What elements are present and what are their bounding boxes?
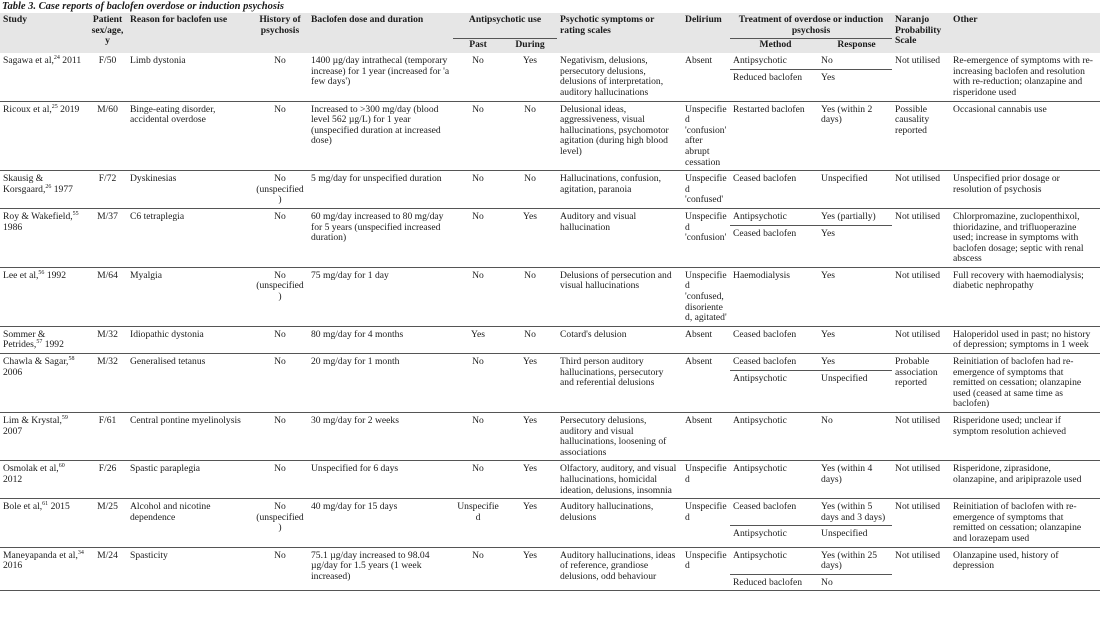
cell-naranjo: Not utilised [892, 461, 950, 499]
header-other: Other [950, 13, 1100, 53]
treatment-response: Yes [821, 356, 835, 368]
cell-treatment [730, 326, 892, 353]
cell-patient: M/24 [88, 547, 127, 591]
cell-past: No [453, 354, 503, 413]
cell-study: Roy & Wakefield,$^{55}$ 1986 [0, 208, 88, 267]
header-dose: Baclofen dose and duration [308, 13, 453, 53]
cell-reason: Central pontine myelinolysis [127, 413, 252, 461]
treatment-response: Yes (within 4 days) [821, 463, 873, 485]
cell-dose: 1400 µg/day intrathecal (temporary increase) for 1 year (increased for 'a few days') [308, 53, 453, 101]
cell-naranjo: Not utilised [892, 413, 950, 461]
cell-past: No [453, 53, 503, 101]
cell-during: Yes [503, 499, 557, 547]
treatment-method: Haemodialysis [733, 269, 791, 281]
cell-treatment [730, 208, 892, 267]
cell-delirium: Absent [682, 413, 730, 461]
cell-study: Lim & Krystal,$^{59}$ 2007 [0, 413, 88, 461]
treatment-response: Unspecified [821, 528, 868, 540]
treatment-method: Restarted baclofen [733, 103, 805, 115]
cell-reason: Idiopathic dystonia [127, 326, 252, 353]
cell-dose: 60 mg/day increased to 80 mg/day for 5 years (unspecified increased duration) [308, 208, 453, 267]
treatment-response: Yes (within 5 days and 3 days) [821, 501, 886, 523]
cell-history: No [252, 101, 308, 171]
cell-patient: F/50 [88, 53, 127, 101]
cell-reason: Myalgia [127, 267, 252, 326]
treatment-response: Unspecified [821, 173, 868, 185]
cell-reason: Limb dystonia [127, 53, 252, 101]
cell-dose: Unspecified for 6 days [308, 461, 453, 499]
cell-naranjo: Not utilised [892, 499, 950, 547]
cell-patient: M/25 [88, 499, 127, 547]
treatment-entry [730, 461, 892, 487]
cell-history: No (unspecified) [252, 499, 308, 547]
treatment-entry [730, 53, 892, 69]
header-reason: Reason for baclofen use [127, 13, 252, 53]
cell-study: Bole et al,$^{61}$ 2015 [0, 499, 88, 547]
header-antipsychotic: Antipsychotic use [453, 13, 557, 39]
cell-symptoms: Hallucinations, confusion, agitation, paranoia [557, 171, 682, 209]
table-row [0, 171, 1100, 209]
treatment-method: Ceased baclofen [733, 328, 797, 340]
cell-naranjo: Not utilised [892, 267, 950, 326]
treatment-entry [730, 525, 892, 542]
header-delirium: Delirium [682, 13, 730, 53]
treatment-response: Yes [821, 328, 835, 340]
cell-symptoms: Auditory hallucinations, delusions [557, 499, 682, 547]
cell-patient: M/64 [88, 267, 127, 326]
table-row [0, 101, 1100, 171]
cell-other: Full recovery with haemodialysis; diabetic nephropathy [950, 267, 1100, 326]
cell-history: No (unspecified) [252, 267, 308, 326]
cell-other: Reinitiation of baclofen had re-emergence of symptoms that remitted on cessation; olanzapine used (ceased at same time as baclofen) [950, 354, 1100, 413]
cell-past: Yes [453, 326, 503, 353]
cell-history: No [252, 326, 308, 353]
treatment-method: Antipsychotic [733, 528, 787, 540]
cell-during: Yes [503, 413, 557, 461]
cell-delirium: Unspecified [682, 499, 730, 547]
treatment-method: Antipsychotic [733, 463, 787, 475]
cell-past: No [453, 461, 503, 499]
cell-during: No [503, 101, 557, 171]
treatment-method: Antipsychotic [733, 415, 787, 426]
treatment-entry [730, 225, 892, 242]
treatment-method: Ceased baclofen [733, 227, 797, 239]
cell-study: Ricoux et al,$^{25}$ 2019 [0, 101, 88, 171]
treatment-method: Ceased baclofen [733, 501, 797, 513]
cell-study: Sagawa et al,$^{24}$ 2011 [0, 53, 88, 101]
cell-reason: Spasticity [127, 547, 252, 591]
cell-delirium: Unspecified [682, 461, 730, 499]
table-body [0, 53, 1100, 591]
table-row [0, 53, 1100, 101]
cell-other: Re-emergence of symptoms with re-increasing baclofen and resolution with re-reduction; olanzapine and risperidone used [950, 53, 1100, 101]
header-symptoms: Psychotic symptoms or rating scales [557, 13, 682, 53]
treatment-method: Reduced baclofen [733, 576, 803, 588]
cell-delirium: Absent [682, 53, 730, 101]
cell-during: No [503, 326, 557, 353]
header-method: Method [759, 39, 792, 51]
cell-symptoms: Third person auditory hallucinations, persecutory and referential delusions [557, 354, 682, 413]
cell-delirium: Unspecified 'confused' [682, 171, 730, 209]
cell-delirium: Unspecified 'confusion' [682, 208, 730, 267]
treatment-entry [730, 354, 892, 370]
cell-patient: F/26 [88, 461, 127, 499]
table-row [0, 547, 1100, 591]
header-treatment: Treatment of overdose or induction psychosis [730, 13, 892, 39]
cell-naranjo: Not utilised [892, 171, 950, 209]
cell-past: No [453, 267, 503, 326]
cell-study: Sommer & Petrides,$^{57}$ 1992 [0, 326, 88, 353]
cell-patient: M/32 [88, 326, 127, 353]
treatment-response: No [821, 55, 833, 67]
treatment-entry [730, 574, 892, 591]
cell-study: Osmolak et al,$^{60}$ 2012 [0, 461, 88, 499]
header-patient: Patient sex/age, y [88, 13, 127, 53]
cell-study: Chawla & Sagar,$^{58}$ 2006 [0, 354, 88, 413]
cell-treatment [730, 53, 892, 101]
cell-patient: F/72 [88, 171, 127, 209]
cell-symptoms: Delusions of persecution and visual hallucinations [557, 267, 682, 326]
table-row [0, 413, 1100, 461]
cell-other: Chlorpromazine, zuclopenthixol, thioridazine, and trifluoperazine used; increase in symptoms with baclofen dosage; septic with renal abscess [950, 208, 1100, 267]
cell-dose: 75.1 µg/day increased to 98.04 µg/day for 1.5 years (1 week increased) [308, 547, 453, 591]
cell-during: Yes [503, 461, 557, 499]
cell-other: Unspecified prior dosage or resolution of psychosis [950, 171, 1100, 209]
cell-other: Olanzapine used, history of depression [950, 547, 1100, 591]
table-caption: Table 3. Case reports of baclofen overdose or induction psychosis [2, 1, 284, 12]
treatment-entry [730, 499, 892, 525]
treatment-response: Yes (within 2 days) [821, 103, 873, 126]
cell-reason: Generalised tetanus [127, 354, 252, 413]
cell-history: No [252, 461, 308, 499]
table-row [0, 267, 1100, 326]
cell-symptoms: Persecutory delusions, auditory and visual hallucinations, loosening of associations [557, 413, 682, 461]
cell-past: No [453, 171, 503, 209]
cell-symptoms: Auditory and visual hallucination [557, 208, 682, 267]
cell-other: Occasional cannabis use [950, 101, 1100, 171]
cell-treatment [730, 171, 892, 209]
cell-during: Yes [503, 354, 557, 413]
treatment-response: Yes [821, 269, 835, 281]
cell-history: No [252, 547, 308, 591]
cell-other: Reinitiation of baclofen with re-emergence of symptoms that remitted on cessation; olanzapine and lorazepam used [950, 499, 1100, 547]
cell-treatment [730, 101, 892, 171]
cell-dose: Increased to >300 mg/day (blood level 562 µg/L) for 1 year (unspecified duration at increased dose) [308, 101, 453, 171]
cell-past: No [453, 547, 503, 591]
cell-symptoms: Auditory hallucinations, ideas of reference, grandiose delusions, odd behaviour [557, 547, 682, 591]
table-row [0, 326, 1100, 353]
cell-naranjo: Probable association reported [892, 354, 950, 413]
cell-other: Haloperidol used in past; no history of depression; symptoms in 1 week [950, 326, 1100, 353]
table-row [0, 499, 1100, 547]
cell-symptoms: Cotard's delusion [557, 326, 682, 353]
treatment-entry [730, 268, 892, 284]
treatment-method: Antipsychotic [733, 372, 787, 384]
treatment-method: Antipsychotic [733, 210, 787, 222]
cell-naranjo: Not utilised [892, 208, 950, 267]
cell-treatment [730, 547, 892, 591]
treatment-response: Yes (partially) [821, 210, 876, 222]
cell-past: No [453, 208, 503, 267]
header-study: Study [0, 13, 88, 53]
cell-patient: M/37 [88, 208, 127, 267]
cell-dose: 5 mg/day for unspecified duration [308, 171, 453, 209]
treatment-entry [730, 171, 892, 187]
cell-other: Risperidone, ziprasidone, olanzapine, and aripiprazole used [950, 461, 1100, 499]
cell-other: Risperidone used; unclear if symptom resolution achieved [950, 413, 1100, 461]
cell-history: No (unspecified) [252, 171, 308, 209]
cell-study: Skausig & Korsgaard,$^{26}$ 1977 [0, 171, 88, 209]
cell-dose: 30 mg/day for 2 weeks [308, 413, 453, 461]
header-naranjo: Naranjo Probability Scale [892, 13, 950, 53]
treatment-method: Ceased baclofen [733, 173, 797, 185]
cell-past: Unspecified [453, 499, 503, 547]
cell-reason: Spastic paraplegia [127, 461, 252, 499]
treatment-response: Yes [821, 227, 835, 239]
treatment-entry [730, 209, 892, 225]
header-history: History of psychosis [252, 13, 308, 53]
cell-reason: Binge-eating disorder, accidental overdose [127, 101, 252, 171]
cell-during: No [503, 171, 557, 209]
cell-study: Lee et al,$^{56}$ 1992 [0, 267, 88, 326]
cell-dose: 40 mg/day for 15 days [308, 499, 453, 547]
cell-dose: 20 mg/day for 1 month [308, 354, 453, 413]
cell-treatment [730, 461, 892, 499]
cell-history: No [252, 413, 308, 461]
treatment-method: Antipsychotic [733, 55, 787, 67]
cell-delirium: Absent [682, 326, 730, 353]
treatment-entry [730, 69, 892, 86]
cell-delirium: Unspecified 'confusion' after abrupt cessation [682, 101, 730, 171]
treatment-entry [730, 370, 892, 387]
cell-naranjo: Possible causality reported [892, 101, 950, 171]
cell-naranjo: Not utilised [892, 326, 950, 353]
cell-symptoms: Olfactory, auditory, and visual hallucinations, homicidal ideation, delusions, insomnia [557, 461, 682, 499]
cell-history: No [252, 208, 308, 267]
cell-reason: Dyskinesias [127, 171, 252, 209]
cell-past: No [453, 101, 503, 171]
cell-treatment [730, 499, 892, 547]
table-row [0, 354, 1100, 413]
cell-delirium: Unspecified 'confused, disoriented, agitated' [682, 267, 730, 326]
treatment-entry [730, 102, 892, 128]
treatment-method: Ceased baclofen [733, 356, 797, 368]
cell-patient: M/32 [88, 354, 127, 413]
table-row [0, 461, 1100, 499]
treatment-response: Yes (within 25 days) [821, 549, 878, 572]
cell-patient: F/61 [88, 413, 127, 461]
header-during: During [503, 39, 557, 54]
treatment-method: Antipsychotic [733, 549, 787, 561]
cell-delirium: Unspecified [682, 547, 730, 591]
cell-symptoms: Negativism, delusions, persecutory delusions, delusions of interpretation, auditory hallucinations [557, 53, 682, 101]
treatment-response: No [821, 576, 833, 588]
header-past: Past [453, 39, 503, 54]
treatment-response: No [821, 415, 833, 426]
treatment-method: Reduced baclofen [733, 71, 803, 83]
cell-naranjo: Not utilised [892, 547, 950, 591]
cell-symptoms: Delusional ideas, aggressiveness, visual hallucinations, psychomotor agitation (during high blood level) [557, 101, 682, 171]
cell-reason: C6 tetraplegia [127, 208, 252, 267]
treatment-entry [730, 548, 892, 574]
cell-past: No [453, 413, 503, 461]
treatment-response: Unspecified [821, 372, 868, 384]
cell-treatment [730, 354, 892, 413]
cell-treatment [730, 267, 892, 326]
cell-reason: Alcohol and nicotine dependence [127, 499, 252, 547]
table-row [0, 208, 1100, 267]
cell-delirium: Absent [682, 354, 730, 413]
header-response: Response [837, 39, 876, 51]
cell-during: Yes [503, 208, 557, 267]
treatment-entry [730, 327, 892, 343]
cell-treatment [730, 413, 892, 461]
cell-history: No [252, 53, 308, 101]
cell-dose: 75 mg/day for 1 day [308, 267, 453, 326]
cell-during: No [503, 267, 557, 326]
case-reports-table [0, 13, 1100, 591]
cell-during: Yes [503, 547, 557, 591]
cell-patient: M/60 [88, 101, 127, 171]
cell-dose: 80 mg/day for 4 months [308, 326, 453, 353]
treatment-entry [730, 413, 892, 429]
cell-history: No [252, 354, 308, 413]
cell-during: Yes [503, 53, 557, 101]
treatment-response: Yes [821, 71, 835, 83]
cell-naranjo: Not utilised [892, 53, 950, 101]
cell-study: Maneyapanda et al,$^{34}$ 2016 [0, 547, 88, 591]
